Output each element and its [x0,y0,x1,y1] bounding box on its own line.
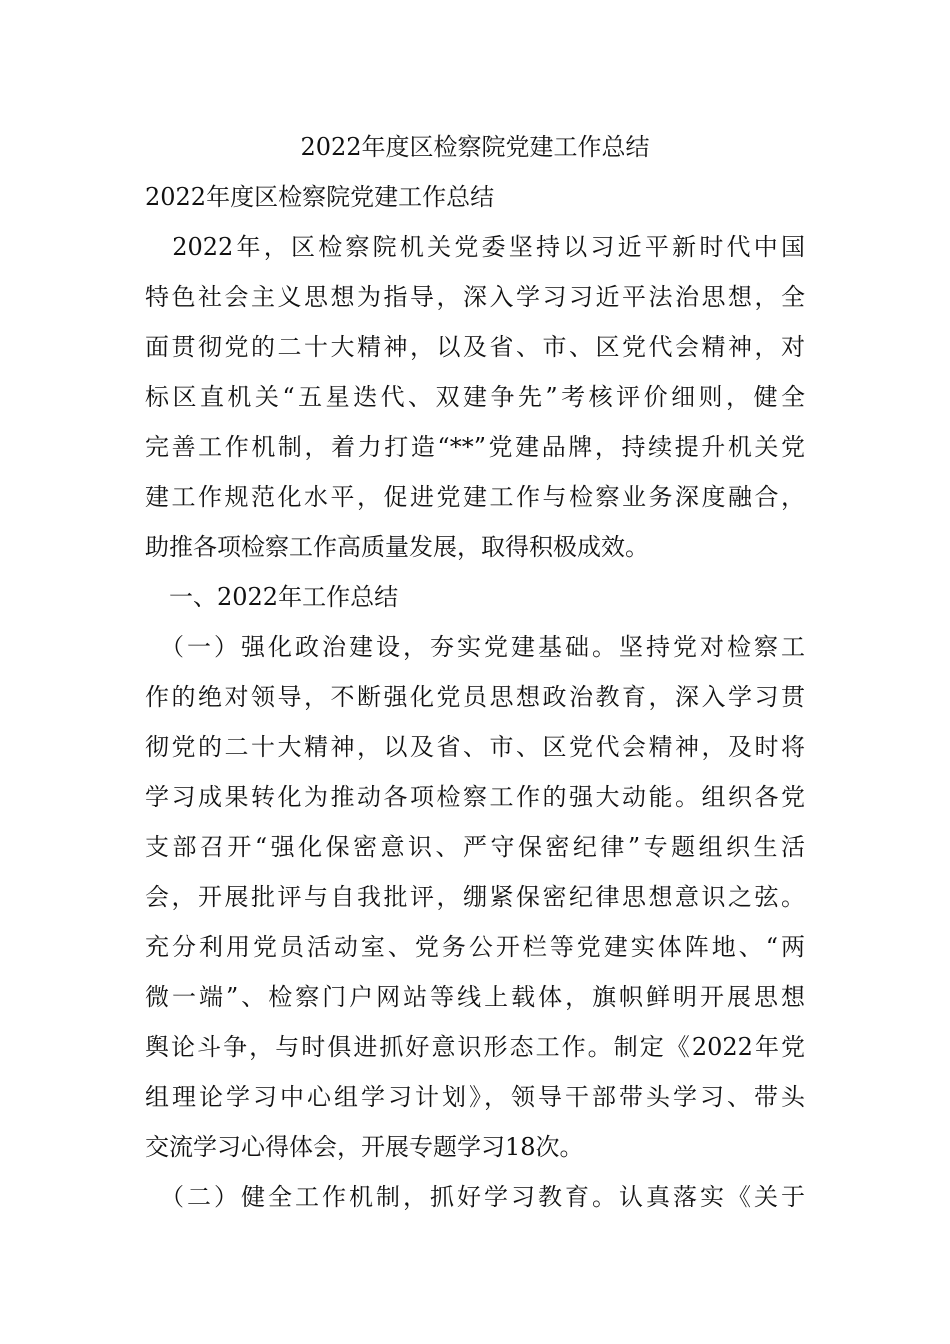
paragraph-line-13: 支部召开“强化保密意识、严守保密纪律”专题组织生活 [145,833,805,861]
paragraph-line-1: 2022年，区检察院机关党委坚持以习近平新时代中国 [145,233,805,261]
paragraph-line-14: 会，开展批评与自我批评，绷紧保密纪律思想意识之弦。 [145,883,805,911]
document-title: 2022年度区检察院党建工作总结 [300,133,650,161]
paragraph-line-15: 充分利用党员活动室、党务公开栏等党建实体阵地、“两 [145,933,805,961]
paragraph-line-7: 助推各项检察工作高质量发展，取得积极成效。 [145,533,649,561]
paragraph-line-3: 面贯彻党的二十大精神，以及省、市、区党代会精神，对 [145,333,805,361]
paragraph-line-5: 完善工作机制，着力打造“**”党建品牌，持续提升机关党 [145,433,805,461]
paragraph-line-12: 学习成果转化为推动各项检察工作的强大动能。组织各党 [145,783,805,811]
paragraph-line-16: 微一端”、检察门户网站等线上载体，旗帜鲜明开展思想 [145,983,805,1011]
paragraph-line-10: 作的绝对领导，不断强化党员思想政治教育，深入学习贯 [145,683,805,711]
paragraph-line-2: 特色社会主义思想为指导，深入学习习近平法治思想，全 [145,283,805,311]
paragraph-line-4: 标区直机关“五星迭代、双建争先”考核评价细则，健全 [145,383,805,411]
paragraph-line-18: 组理论学习中心组学习计划》，领导干部带头学习、带头 [145,1083,805,1111]
section-heading: 一、2022年工作总结 [145,583,399,611]
paragraph-line-17: 舆论斗争，与时俱进抓好意识形态工作。制定《2022年党 [145,1033,805,1061]
paragraph-line-20: （二）健全工作机制，抓好学习教育。认真落实《关于 [145,1183,805,1211]
document-subtitle: 2022年度区检察院党建工作总结 [145,183,495,211]
paragraph-line-9: （一）强化政治建设，夯实党建基础。坚持党对检察工 [145,633,805,661]
paragraph-line-6: 建工作规范化水平，促进党建工作与检察业务深度融合， [145,483,805,511]
paragraph-line-19: 交流学习心得体会，开展专题学习18次。 [145,1133,584,1161]
paragraph-line-11: 彻党的二十大精神，以及省、市、区党代会精神，及时将 [145,733,805,761]
